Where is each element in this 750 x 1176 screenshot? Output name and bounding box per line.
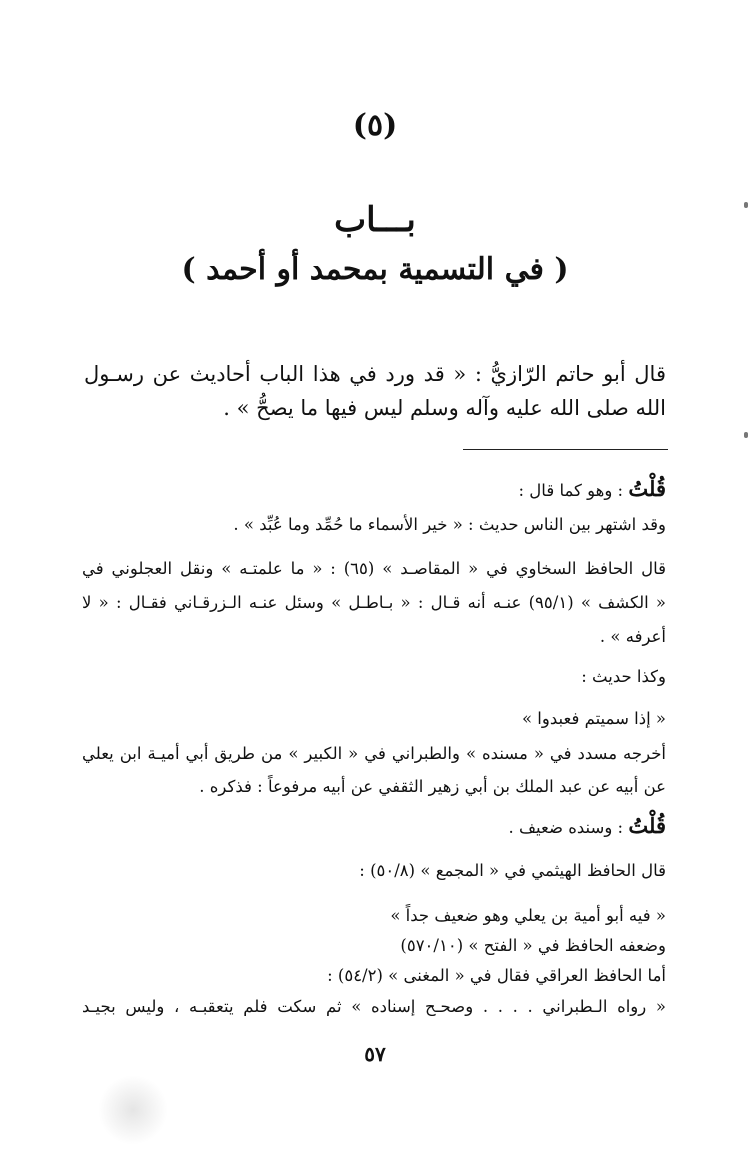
note-line-10 <box>82 813 666 841</box>
note-line-5: أعرفه » . <box>599 627 666 646</box>
scan-smudge <box>98 1075 168 1145</box>
note-line-11: قال الحافظ الهيثمي في « المجمع » (٥٠/٨) : <box>359 861 666 880</box>
note-line-14: أما الحافظ العراقي فقال في « المغنى » (٥٤/٢) : <box>327 966 666 985</box>
section-number: (٥) <box>352 108 398 143</box>
intro-line-1: قال أبو حاتم الرّازيُّ : « قد ورد في هذا الباب أحاديث عن رسـول <box>84 362 666 386</box>
note-line-12: « فيه أبو أمية بن يعلي وهو ضعيف جداً » <box>390 906 666 925</box>
note-line-8: أخرجه مسدد في « مسنده » والطبراني في « الكبير » من طريق أبي أميـة ابن يعلي <box>82 744 666 763</box>
note-line-2: وقد اشتهر بين الناس حديث : « خير الأسماء ما حُمِّد وما عُبِّد » . <box>233 515 666 534</box>
footnote-separator <box>463 449 668 450</box>
note-line-4: « الكشف » (٩٥/١) عنـه أنه قـال : « بـاطـل » وسئل عنـه الـزرقـاني فقـال : « لا <box>82 593 667 612</box>
qult-label-2: قُلْتُ <box>628 813 666 838</box>
note-line-9: عن أبيه عن عبد الملك بن أبي زهير الثقفي عن أبيه مرفوعاً : فذكره . <box>199 777 666 796</box>
note-line-1-text: : وهو كما قال : <box>518 481 629 500</box>
note-line-3: قال الحافظ السخاوي في « المقاصـد » (٦٥) : « ما علمتـه » ونقل العجلوني في <box>82 559 666 578</box>
page-number: ٥٧ <box>364 1042 386 1066</box>
note-line-6: وكذا حديث : <box>581 667 666 686</box>
scan-speck <box>744 202 748 208</box>
note-line-15: « رواه الـطبراني . . . . وصحـح إسناده » ثم سكت فلم يتعقبـه ، وليس بجيـد <box>82 997 666 1016</box>
qult-label: قُلْتُ <box>628 476 666 501</box>
chapter-title: ( في التسمية بمحمد أو أحمد ) <box>181 252 569 287</box>
note-line-1 <box>82 476 666 504</box>
chapter-word: بـــاب <box>334 200 416 240</box>
note-line-13: وضعفه الحافظ في « الفتح » (٥٧٠/١٠) <box>400 936 666 955</box>
intro-line-2: الله صلى الله عليه وآله وسلم ليس فيها ما يصحُّ » . <box>223 396 666 420</box>
note-line-10-text: : وسنده ضعيف . <box>508 818 629 837</box>
scan-speck <box>744 432 748 438</box>
note-line-7: « إذا سميتم فعبدوا » <box>521 709 666 728</box>
